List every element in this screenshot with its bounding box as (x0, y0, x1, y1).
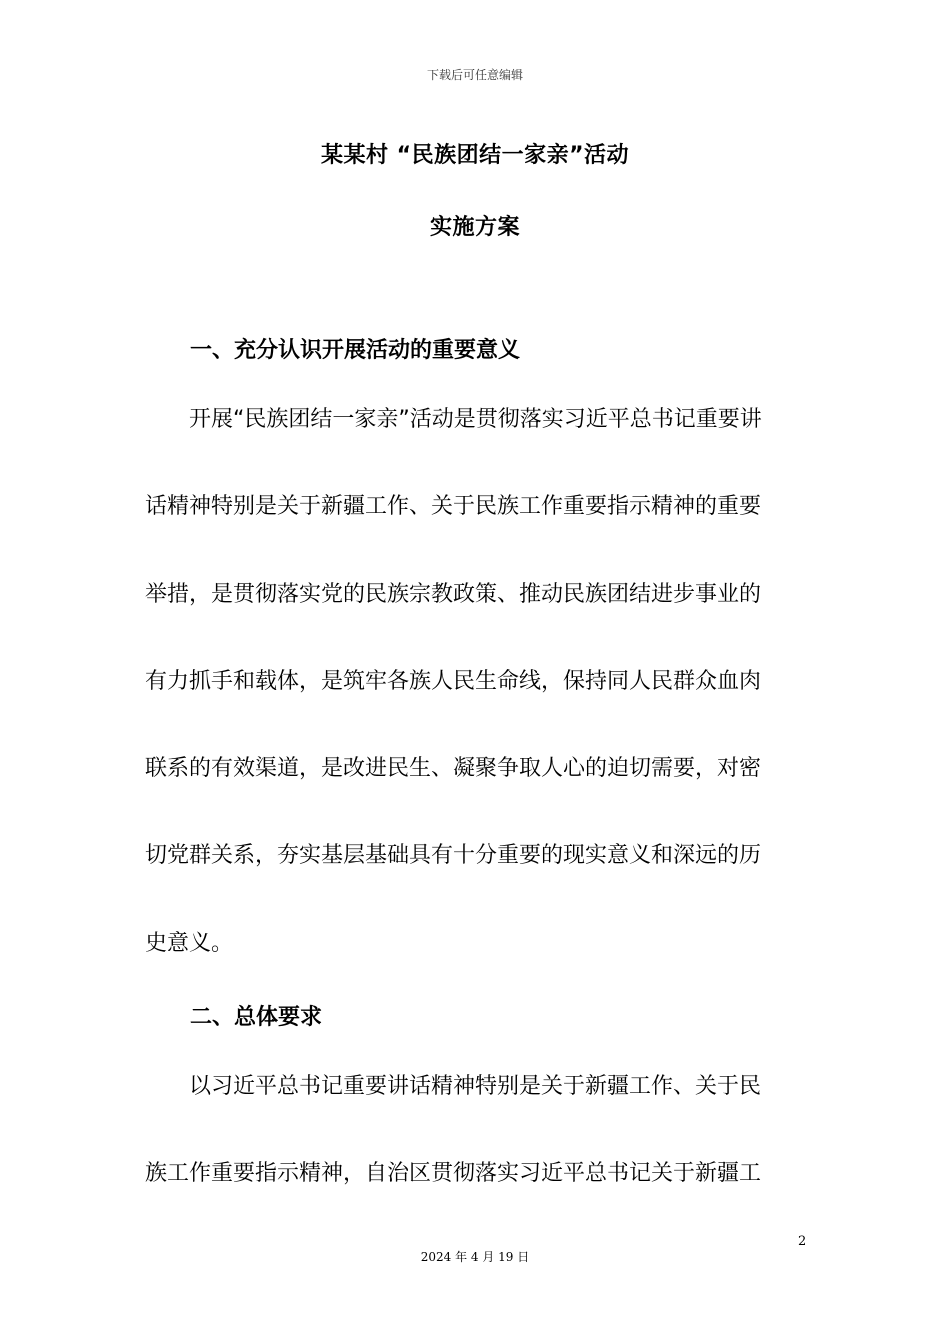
paragraph-line: 话精神特别是关于新疆工作、关于民族工作重要指示精神的重要 (145, 494, 762, 520)
paragraph-line: 举措，是贯彻落实党的民族宗教政策、推动民族团结进步事业的 (145, 581, 762, 607)
section2-paragraph (145, 1043, 805, 1218)
document-subtitle: 实施方案 (429, 215, 520, 240)
paragraph-line: 以习近平总书记重要讲话精神特别是关于新疆工作、关于民 (189, 1074, 762, 1099)
section1-paragraph (145, 376, 805, 987)
paragraph-line: 有力抓手和载体，是筑牢各族人民生命线，保持同人民群众血肉 (145, 668, 762, 694)
page-number: 2 (798, 1234, 807, 1249)
document-title: 某某村 “民族团结一家亲”活动 (320, 143, 630, 168)
paragraph-line: 史意义。 (145, 930, 234, 956)
paragraph-line: 开展“民族团结一家亲”活动是贯彻落实习近平总书记重要讲 (189, 407, 762, 432)
paragraph-line: 联系的有效渠道，是改进民生、凝聚争取人心的迫切需要，对密 (145, 756, 762, 782)
footer-date: 2024 年 4 月 19 日 (420, 1250, 530, 1264)
section2-heading: 二、总体要求 (190, 1005, 323, 1030)
paragraph-line: 切党群关系，夯实基层基础具有十分重要的现实意义和深远的历 (145, 843, 762, 869)
paragraph-line: 族工作重要指示精神，自治区贯彻落实习近平总书记关于新疆工 (145, 1161, 762, 1187)
page-header-note: 下载后可任意编辑 (426, 68, 523, 82)
section1-heading: 一、充分认识开展活动的重要意义 (190, 338, 521, 363)
